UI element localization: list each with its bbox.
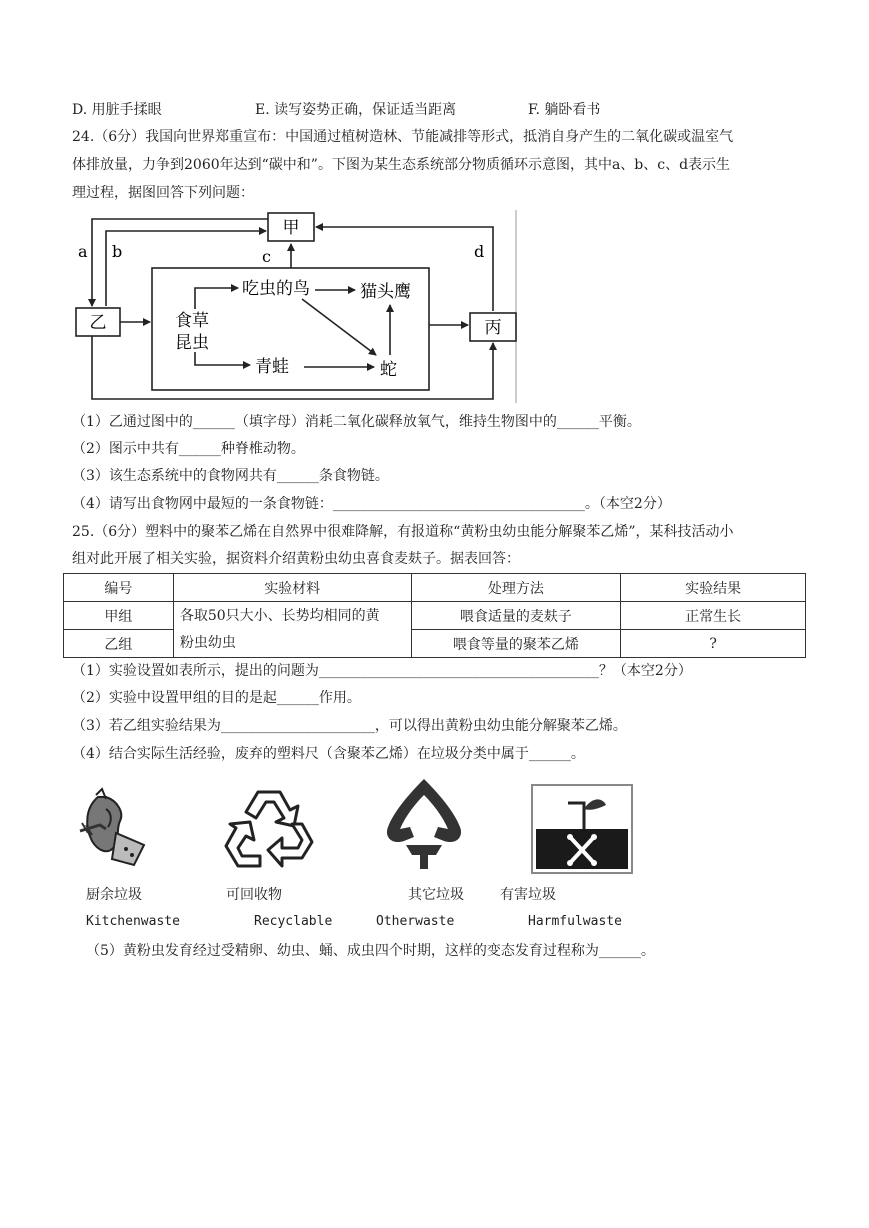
q24-intro-3: 理过程，据图回答下列问题： (72, 185, 254, 201)
row1-result: 正常生长 (621, 602, 806, 630)
label-owl: 猫头鹰 (360, 282, 411, 302)
header-result: 实验结果 (621, 574, 806, 602)
bin-caption-kitchen: 厨余垃圾 (86, 887, 142, 903)
table-row (64, 602, 806, 630)
q25-intro-1: 25.（6分）塑料中的聚苯乙烯在自然界中很难降解，有报道称“黄粉虫幼虫能分解聚苯乙烯”，某科技活动小 (72, 524, 734, 540)
row2-method: 喂食等量的聚苯乙烯 (411, 630, 621, 658)
label-insect-1: 食草 (175, 311, 209, 331)
label-c: c (262, 247, 271, 266)
carbon-cycle-diagram (72, 205, 522, 405)
label-insect-2: 昆虫 (175, 333, 209, 353)
header-material: 实验材料 (173, 574, 411, 602)
material-line-1: 各取50只大小、长势均相同的黄 (179, 607, 380, 624)
q25-sub-1: （1）实验设置如表所示，提出的问题为________________________________________？（本空2分） (72, 663, 692, 679)
label-bing: 丙 (484, 318, 502, 338)
q24-intro-2: 体排放量，力争到2060年达到“碳中和”。下图为某生态系统部分物质循环示意图，其中a、b、c、d表示生 (72, 157, 731, 173)
row2-result: ? (621, 630, 806, 658)
label-frog: 青蛙 (255, 357, 289, 377)
label-b: b (112, 242, 123, 261)
header-method: 处理方法 (411, 574, 621, 602)
kitchen-waste-icon (76, 785, 156, 870)
shared-material-cell (173, 602, 411, 658)
q25-sub-3: （3）若乙组实验结果为______________________，可以得出黄粉虫幼虫能分解聚苯乙烯。 (72, 718, 627, 734)
row2-id: 乙组 (64, 630, 174, 658)
bin-caption-other: 其它垃圾 (408, 887, 464, 903)
row1-method: 喂食适量的麦麸子 (411, 602, 621, 630)
bin-en-other: Otherwaste (376, 914, 455, 929)
material-line-2: 粉虫幼虫 (179, 634, 236, 651)
recycle-icon (222, 786, 314, 870)
label-yi: 乙 (89, 313, 107, 333)
q25-sub-4: （4）结合实际生活经验，废弃的塑料尺（含聚苯乙烯）在垃圾分类中属于______。 (72, 746, 585, 762)
table-header-row (64, 574, 806, 602)
option-e: E. 读写姿势正确，保证适当距离 (255, 102, 457, 118)
bin-caption-recyclable: 可回收物 (226, 887, 282, 903)
q24-sub-1: （1）乙通过图中的______（填字母）消耗二氧化碳释放氧气，维持生物图中的______平衡。 (72, 414, 641, 430)
bin-en-kitchen: Kitchenwaste (86, 914, 180, 929)
bin-en-harmful: Harmfulwaste (528, 914, 622, 929)
option-d: D. 用脏手揉眼 (72, 102, 162, 118)
bin-caption-harmful: 有害垃圾 (500, 887, 556, 903)
q25-sub-5: （5）黄粉虫发育经过受精卵、幼虫、蛹、成虫四个时期，这样的变态发育过程称为______。 (86, 943, 655, 959)
row1-id: 甲组 (64, 602, 174, 630)
option-f: F. 躺卧看书 (528, 102, 601, 118)
label-bird: 吃虫的鸟 (242, 279, 310, 299)
label-a: a (78, 242, 88, 261)
q24-sub-4: （4）请写出食物网中最短的一条食物链：____________________________________。（本空2分） (72, 496, 671, 512)
label-snake: 蛇 (380, 360, 397, 380)
experiment-table (63, 573, 806, 658)
label-d: d (474, 242, 485, 261)
header-id: 编号 (64, 574, 174, 602)
other-waste-icon (380, 775, 468, 873)
q25-intro-2: 组对此开展了相关实验，据资料介绍黄粉虫幼虫喜食麦麸子。据表回答： (72, 551, 520, 567)
q24-intro-1: 24.（6分）我国向世界郑重宣布：中国通过植树造林、节能减排等形式，抵消自身产生的二氧化碳或温室气 (72, 129, 734, 145)
bin-en-recyclable: Recyclable (254, 914, 333, 929)
q24-sub-2: （2）图示中共有______种脊椎动物。 (72, 441, 305, 457)
q24-sub-3: （3）该生态系统中的食物网共有______条食物链。 (72, 468, 389, 484)
q25-sub-2: （2）实验中设置甲组的目的是起______作用。 (72, 690, 361, 706)
harmful-waste-icon (530, 783, 634, 875)
label-jia: 甲 (282, 218, 300, 238)
